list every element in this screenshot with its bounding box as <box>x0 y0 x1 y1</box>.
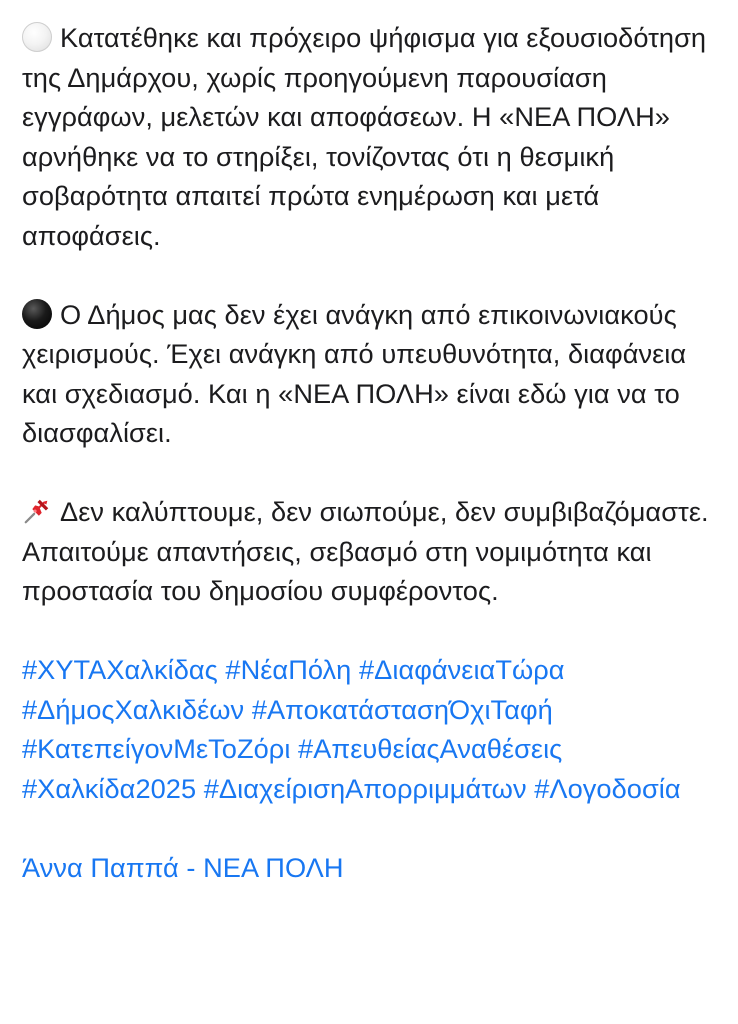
paragraph-text: Ο Δήμος μας δεν έχει ανάγκη από επικοινωνιακούς χειρισμούς. Έχει ανάγκη από υπευθυνότητα, διαφάνεια και σχεδιασμό. Και η «ΝΕΑ ΠΟΛΗ» είναι εδώ για να το διασφαλίσει. <box>22 298 694 448</box>
pushpin-icon <box>22 496 52 526</box>
hashtag-link[interactable]: #ΔιαχείρισηΑπορριμμάτων <box>203 772 527 804</box>
hashtag-link[interactable]: #ΑποκατάστασηΌχιΤαφή <box>251 693 553 725</box>
author-mention <box>22 848 722 888</box>
hashtag-link[interactable]: #ΔιαφάνειαΤώρα <box>358 654 565 685</box>
hashtag-link[interactable]: #ΔήμοςΧαλκιδέων <box>22 693 245 725</box>
paragraph-text: Κατατέθηκε και πρόχειρο ψήφισμα για εξουσιοδότηση της Δημάρχου, χωρίς προηγούμενη παρουσίαση εγγράφων, μελετών και αποφάσεων. Η «ΝΕΑ ΠΟΛΗ» αρνήθηκε να το στηρίξει, τονίζοντας ότι η θεσμική σοβαρότητα απαιτεί πρώτα ενημέρωση και μετά αποφάσεις. <box>22 22 714 251</box>
white-circle-icon <box>22 22 52 52</box>
post-paragraph-2 <box>22 295 722 453</box>
black-circle-icon <box>22 299 52 329</box>
hashtag-link[interactable]: #ΝέαΠόλη <box>225 654 352 685</box>
hashtag-link[interactable]: #Χαλκίδα2025 <box>22 772 197 804</box>
hashtag-link[interactable]: #ΚατεπείγονΜεΤοΖόρι <box>22 733 291 764</box>
hashtag-link[interactable]: #Λογοδοσία <box>534 772 681 804</box>
hashtag-link[interactable]: #ΧΥΤΑΧαλκίδας <box>22 654 218 685</box>
paragraph-text: Δεν καλύπτουμε, δεν σιωπούμε, δεν συμβιβαζόμαστε. Απαιτούμε απαντήσεις, σεβασμό στη νομιμότητα και προστασία του δημοσίου συμφέροντος. <box>22 496 715 606</box>
post-body <box>22 18 722 927</box>
post-paragraph-3 <box>22 492 722 611</box>
hashtag-link[interactable]: #ΑπευθείαςΑναθέσεις <box>298 733 563 764</box>
hashtag-list <box>22 650 722 808</box>
post-paragraph-1 <box>22 18 722 255</box>
author-tag-link[interactable]: Άννα Παππά - ΝΕΑ ΠΟΛΗ <box>22 851 344 883</box>
